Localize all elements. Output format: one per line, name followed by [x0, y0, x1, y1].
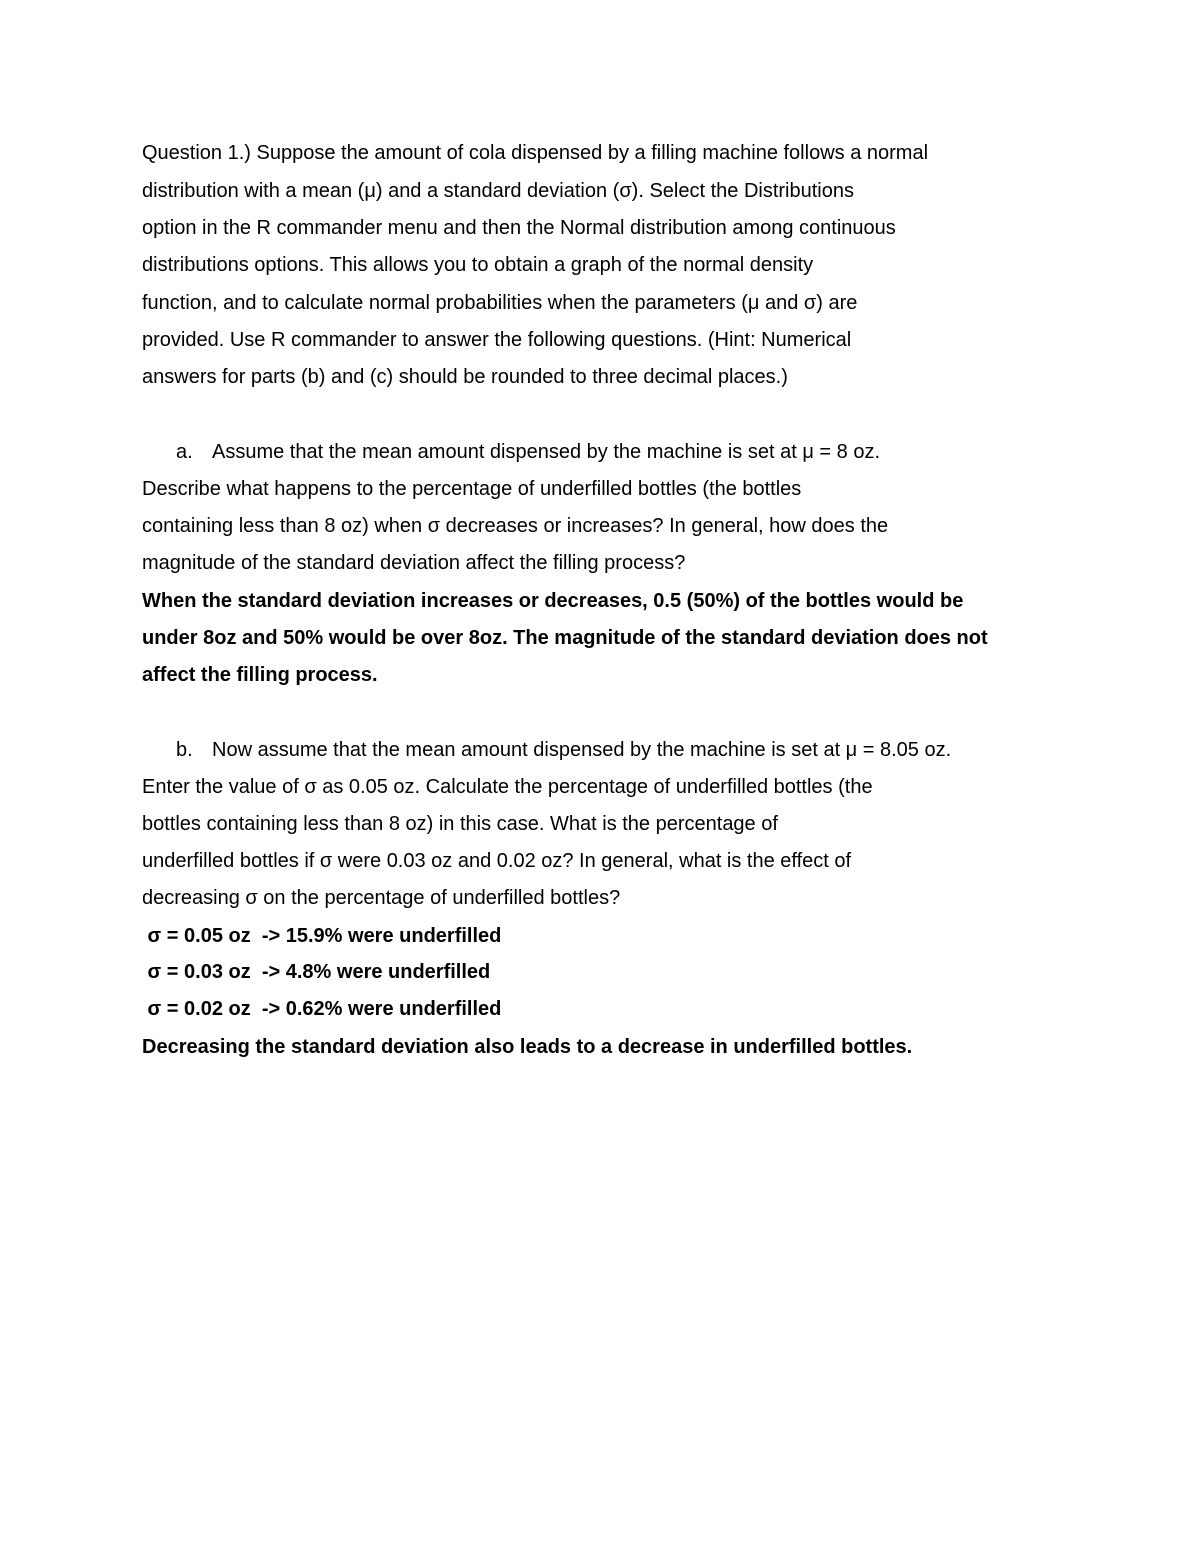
- part-b-line-5: decreasing σ on the percentage of underfilled bottles?: [142, 887, 621, 909]
- part-a-answer-line-2: under 8oz and 50% would be over 8oz. The magnitude of the standard deviation does not: [142, 627, 988, 649]
- part-b-line-3: bottles containing less than 8 oz) in this case. What is the percentage of: [142, 813, 778, 835]
- part-b-answer-line-1: σ = 0.05 oz -> 15.9% were underfilled: [142, 925, 502, 947]
- part-a-answer-line-3: affect the filling process.: [142, 664, 378, 686]
- question-line-4: distributions options. This allows you to obtain a graph of the normal density: [142, 254, 814, 276]
- question-line-7: answers for parts (b) and (c) should be rounded to three decimal places.): [142, 366, 788, 388]
- part-a-line-2: Describe what happens to the percentage of underfilled bottles (the bottles: [142, 478, 802, 500]
- part-a-line-4: magnitude of the standard deviation affect the filling process?: [142, 552, 686, 574]
- question-line-1: Question 1.) Suppose the amount of cola dispensed by a filling machine follows a normal: [142, 142, 929, 164]
- part-b-answer-line-3: σ = 0.02 oz -> 0.62% were underfilled: [142, 998, 502, 1020]
- question-line-6: provided. Use R commander to answer the following questions. (Hint: Numerical: [142, 329, 852, 351]
- part-a-label: a.: [176, 441, 193, 463]
- part-b-label: b.: [176, 739, 193, 761]
- part-a-line-3: containing less than 8 oz) when σ decreases or increases? In general, how does the: [142, 515, 889, 537]
- part-b-line-2: Enter the value of σ as 0.05 oz. Calculate the percentage of underfilled bottles (the: [142, 776, 873, 798]
- question-line-3: option in the R commander menu and then the Normal distribution among continuous: [142, 217, 896, 239]
- question-line-2: distribution with a mean (μ) and a standard deviation (σ). Select the Distributions: [142, 180, 854, 202]
- part-b-line-4: underfilled bottles if σ were 0.03 oz and 0.02 oz? In general, what is the effect of: [142, 850, 852, 872]
- part-b-answer-line-2: σ = 0.03 oz -> 4.8% were underfilled: [142, 961, 491, 983]
- part-b-answer-line-4: Decreasing the standard deviation also leads to a decrease in underfilled bottles.: [142, 1036, 913, 1058]
- part-b-line-1: Now assume that the mean amount dispensed by the machine is set at μ = 8.05 oz.: [212, 739, 952, 761]
- part-a-answer-line-1: When the standard deviation increases or decreases, 0.5 (50%) of the bottles would be: [142, 590, 964, 612]
- part-a-line-1: Assume that the mean amount dispensed by the machine is set at μ = 8 oz.: [212, 441, 881, 463]
- question-line-5: function, and to calculate normal probabilities when the parameters (μ and σ) are: [142, 292, 858, 314]
